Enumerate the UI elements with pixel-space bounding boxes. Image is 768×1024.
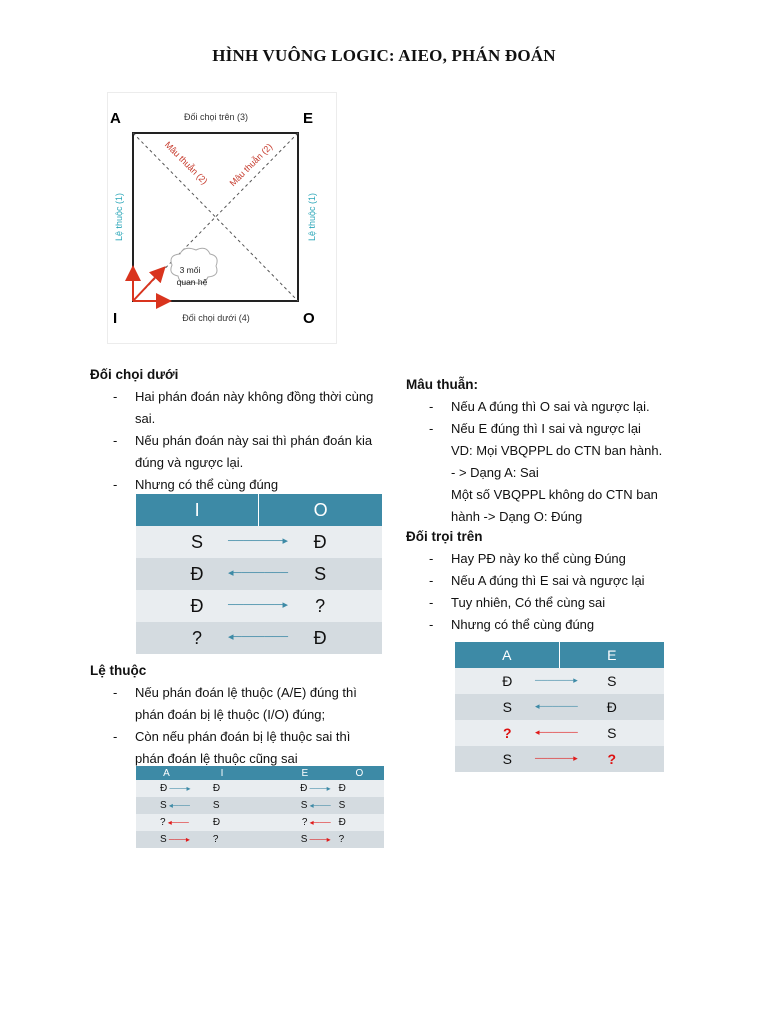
table-row xyxy=(136,831,384,848)
table-cell xyxy=(247,780,275,797)
table-cell xyxy=(136,780,197,797)
table-row xyxy=(136,622,382,654)
cell-value: Đ xyxy=(313,531,327,552)
corner-i-label: I xyxy=(113,310,118,327)
arrow-right-icon: ──────▸ xyxy=(535,675,578,685)
cell-value: ? xyxy=(502,725,512,741)
list-item: - Hai phán đoán này không đồng thời cùng sai. xyxy=(90,386,380,430)
cell-value: ? xyxy=(301,817,308,828)
table-cell xyxy=(455,746,578,772)
table-cell xyxy=(455,668,578,694)
arrow-right-icon: ───▸ xyxy=(166,835,190,844)
table-row xyxy=(455,720,664,746)
red-arrow-diagonal xyxy=(133,269,163,301)
example-line: hành -> Dạng O: Đúng xyxy=(451,509,583,524)
table-cell xyxy=(275,797,335,814)
cloud-text-line1: 3 mối xyxy=(179,265,201,275)
arrow-left-icon: ◂─────── xyxy=(228,567,289,579)
cell-value: Đ xyxy=(190,595,204,616)
table-row xyxy=(455,668,664,694)
arrow-right-icon: ───▸ xyxy=(307,784,331,793)
list-item: - Nhưng có thể cùng đúng xyxy=(90,474,380,496)
table-row xyxy=(455,694,664,720)
cell-value: S xyxy=(300,834,308,845)
table-cell xyxy=(275,780,335,797)
list-item: - Hay PĐ này ko thể cùng Đúng xyxy=(406,548,696,570)
list-item: - Nếu A đúng thì E sai và ngược lại xyxy=(406,570,696,592)
list-item: - Nhưng có thể cùng đúng xyxy=(406,614,696,636)
example-line: VD: Mọi VBQPPL do CTN ban hành. xyxy=(451,443,663,458)
page-title: HÌNH VUÔNG LOGIC: AIEO, PHÁN ĐOÁN xyxy=(212,46,556,65)
table-row xyxy=(136,797,384,814)
cell-value: Đ xyxy=(300,783,308,794)
table-header: O xyxy=(259,494,382,526)
cell-value: Đ xyxy=(190,563,204,584)
cell-value: S xyxy=(300,800,308,811)
table-header: I xyxy=(136,494,259,526)
table-cell: ? xyxy=(197,831,247,848)
table-cell xyxy=(136,831,197,848)
arrow-left-icon: ◂─── xyxy=(307,818,331,827)
table-cell: Đ xyxy=(335,814,384,831)
arrow-right-icon: ───▸ xyxy=(167,784,191,793)
table-cell: Đ xyxy=(197,780,247,797)
cell-value: ? xyxy=(191,627,202,648)
table-cell: S xyxy=(335,797,384,814)
contradiction-label-2: Mâu thuẫn (2) xyxy=(227,141,275,189)
table-row xyxy=(455,746,664,772)
section-le-thuoc xyxy=(90,660,380,770)
table-cell: S xyxy=(197,797,247,814)
list-item: - Tuy nhiên, Có thể cùng sai xyxy=(406,592,696,614)
cloud-text-line2: quan hệ xyxy=(176,277,208,287)
corner-e-label: E xyxy=(303,110,314,127)
list-item: - Nếu phán đoán này sai thì phán đoán kia đúng và ngược lại. xyxy=(90,430,380,474)
table-cell xyxy=(275,814,335,831)
cell-value: Đ xyxy=(313,627,327,648)
table-header xyxy=(247,766,275,780)
table-header: A xyxy=(455,642,560,668)
arrow-right-icon: ───▸ xyxy=(307,835,331,844)
list-item: - Còn nếu phán đoán bị lệ thuộc sai thì phán đoán lệ thuộc cũng sai xyxy=(90,726,380,770)
left-relation-label: Lệ thuộc (1) xyxy=(114,192,124,242)
cell-value: ? xyxy=(607,751,617,767)
table-header: I xyxy=(197,766,247,780)
arrow-left-icon: ◂─────── xyxy=(228,631,289,643)
table-row xyxy=(136,526,382,558)
cell-value: Đ xyxy=(606,699,617,715)
cell-value: Đ xyxy=(502,673,513,689)
list-item: - Nếu phán đoán lệ thuộc (A/E) đúng thì phán đoán bị lệ thuộc (I/O) đúng; xyxy=(90,682,380,726)
table-cell: Đ xyxy=(335,780,384,797)
table-cell xyxy=(247,831,275,848)
table-row xyxy=(136,558,382,590)
table-header: E xyxy=(275,766,335,780)
table-cell xyxy=(275,831,335,848)
list-item: - Nếu A đúng thì O sai và ngược lại. xyxy=(406,396,696,418)
table-cell xyxy=(247,814,275,831)
corner-o-label: O xyxy=(303,310,315,327)
cell-value: ? xyxy=(315,595,326,616)
table-cell: Đ xyxy=(197,814,247,831)
cell-value: S xyxy=(607,725,617,741)
arrow-left-icon: ◂─── xyxy=(165,818,189,827)
table-row xyxy=(136,780,384,797)
cell-value: S xyxy=(314,563,327,584)
section-doi-choi-duoi xyxy=(90,364,380,496)
table-cell xyxy=(136,558,289,590)
truth-table-ae xyxy=(455,642,664,772)
table-cell xyxy=(136,526,289,558)
arrow-right-icon: ───────▸ xyxy=(228,535,289,547)
section-mau-thuan xyxy=(406,374,696,528)
logic-square-diagram xyxy=(108,93,336,343)
table-cell xyxy=(136,797,197,814)
table-cell xyxy=(136,814,197,831)
table-cell xyxy=(136,622,289,654)
arrow-right-icon: ───────▸ xyxy=(228,599,289,611)
cell-value: S xyxy=(502,751,512,767)
cell-value: ? xyxy=(160,817,166,828)
right-relation-label: Lệ thuộc (1) xyxy=(307,192,317,242)
heading-mau-thuan: Mâu thuẫn: xyxy=(406,377,478,392)
arrow-left-icon: ◂─── xyxy=(307,801,331,810)
heading-doi-choi-duoi: Đối chọi dưới xyxy=(90,367,179,382)
arrow-left-icon: ◂────── xyxy=(535,701,578,711)
contradiction-label-1: Mâu thuẫn (2) xyxy=(162,139,210,187)
list-item xyxy=(406,418,696,528)
cell-value: Đ xyxy=(160,783,168,794)
example-line: - > Dạng A: Sai xyxy=(451,465,539,480)
top-relation-label: Đối chọi trên (3) xyxy=(183,112,249,122)
example-line: Một số VBQPPL không do CTN ban xyxy=(451,487,658,502)
truth-table-io xyxy=(136,494,382,654)
table-cell: ? xyxy=(335,831,384,848)
table-header: E xyxy=(560,642,665,668)
table-cell xyxy=(136,590,289,622)
corner-a-label: A xyxy=(110,110,121,127)
table-cell xyxy=(455,720,578,746)
truth-table-le-thuoc xyxy=(136,766,384,848)
cell-value: S xyxy=(502,699,512,715)
bottom-relation-label: Đối chọi dưới (4) xyxy=(182,313,250,323)
table-row xyxy=(136,814,384,831)
cell-value: S xyxy=(160,834,167,845)
section-doi-troi-tren xyxy=(406,526,696,636)
table-cell xyxy=(455,694,578,720)
table-header: O xyxy=(335,766,384,780)
arrow-left-icon: ◂─── xyxy=(166,801,190,810)
cell-value: S xyxy=(160,800,167,811)
cell-value: S xyxy=(607,673,617,689)
table-cell xyxy=(247,797,275,814)
list-item-text: - Nếu E đúng thì I sai và ngược lại xyxy=(451,421,641,436)
table-row xyxy=(136,590,382,622)
cell-value: S xyxy=(190,531,203,552)
table-header: A xyxy=(136,766,197,780)
heading-le-thuoc: Lệ thuộc xyxy=(90,663,147,678)
arrow-left-icon: ◂────── xyxy=(535,727,578,737)
arrow-right-icon: ──────▸ xyxy=(535,753,578,763)
heading-doi-troi-tren: Đối trọi trên xyxy=(406,529,483,544)
